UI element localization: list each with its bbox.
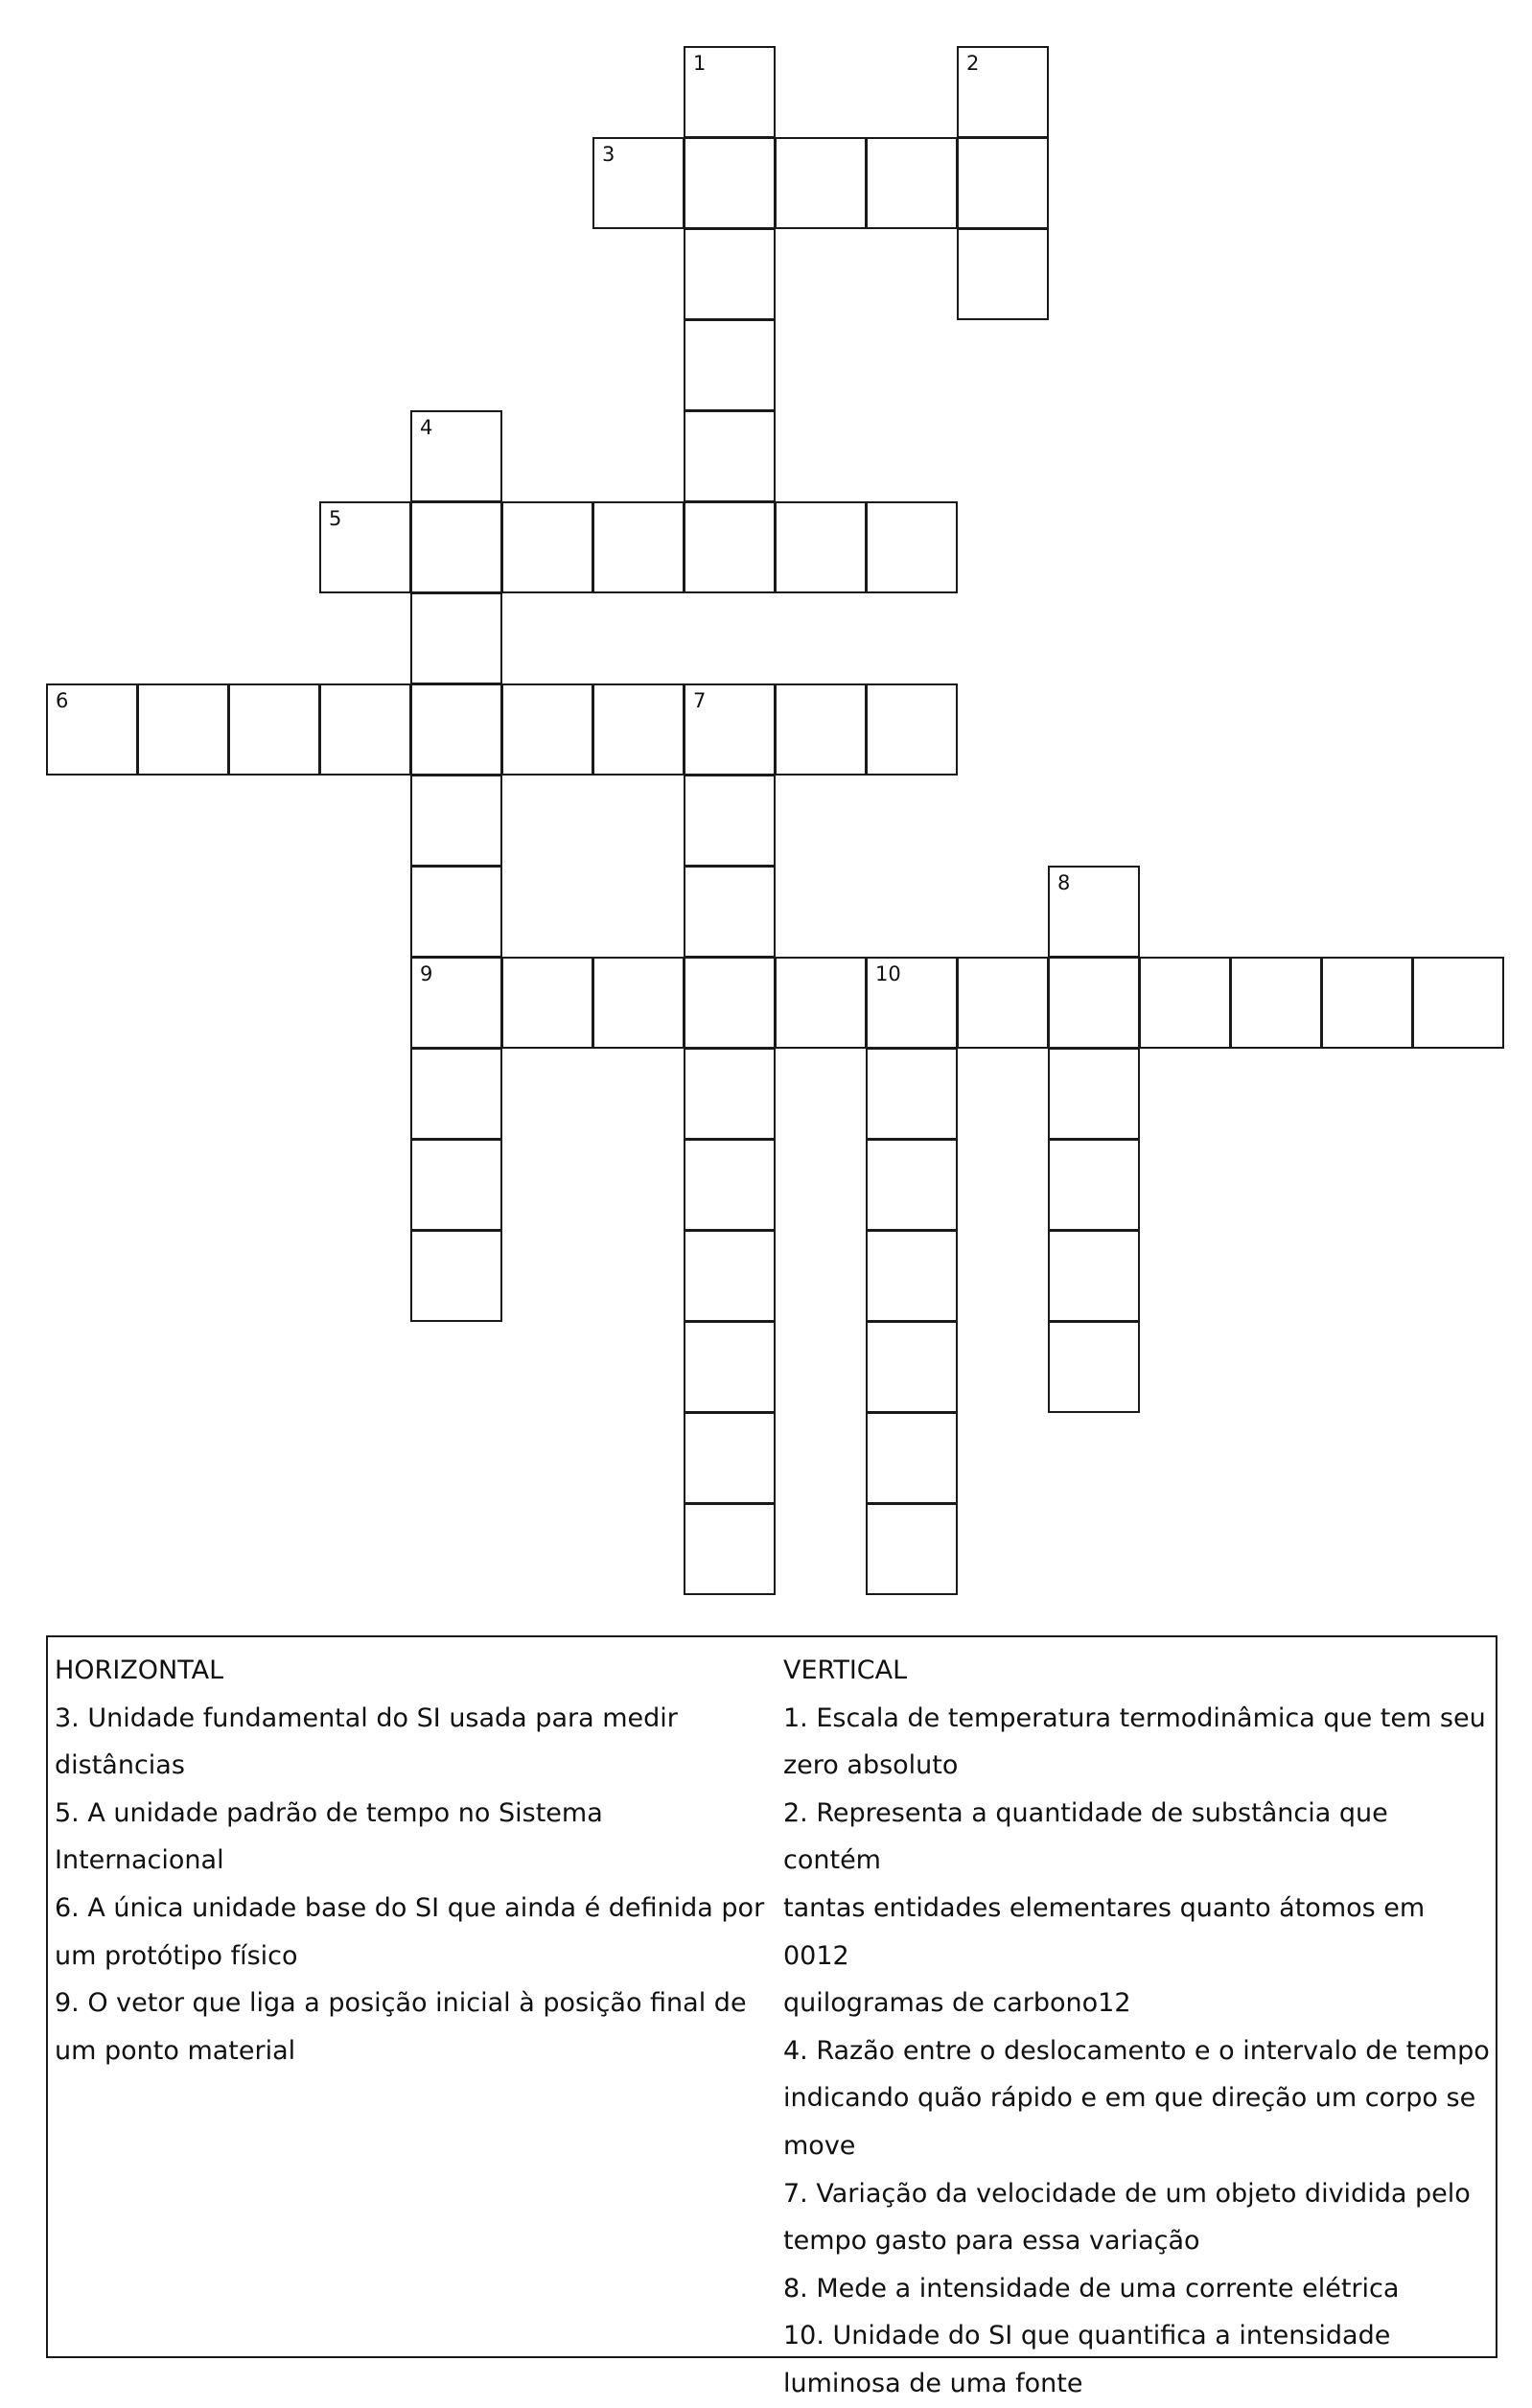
crossword-cell[interactable] xyxy=(684,137,776,229)
clue-line: move xyxy=(783,2130,856,2161)
clue-line: um protótipo físico xyxy=(55,1940,298,1971)
crossword-cell[interactable] xyxy=(866,957,958,1049)
crossword-cell[interactable] xyxy=(1048,1230,1140,1322)
crossword-cell[interactable] xyxy=(957,137,1049,229)
clue-line: 7. Variação da velocidade de um objeto dividida pelo xyxy=(783,2178,1471,2209)
cell-number: 4 xyxy=(420,416,433,439)
crossword-cell[interactable] xyxy=(410,410,502,502)
crossword-cell[interactable] xyxy=(592,683,685,776)
crossword-cell[interactable] xyxy=(866,501,958,593)
crossword-cell[interactable] xyxy=(866,137,958,229)
crossword-cell[interactable] xyxy=(866,683,958,776)
crossword-cell[interactable] xyxy=(684,1412,776,1504)
crossword-cell[interactable] xyxy=(775,137,867,229)
crossword-cell[interactable] xyxy=(228,683,320,776)
crossword-cell[interactable] xyxy=(1139,957,1231,1049)
crossword-cell[interactable] xyxy=(1048,1048,1140,1140)
clue-line: 8. Mede a intensidade de uma corrente elétrica xyxy=(783,2273,1400,2304)
crossword-cell[interactable] xyxy=(866,1503,958,1595)
clue-line: 5. A unidade padrão de tempo no Sistema xyxy=(55,1797,603,1828)
crossword-cell[interactable] xyxy=(684,501,776,593)
crossword-cell[interactable] xyxy=(684,866,776,958)
crossword-cell[interactable] xyxy=(684,1139,776,1231)
crossword-cell[interactable] xyxy=(1048,1321,1140,1413)
crossword-cell[interactable] xyxy=(1230,957,1322,1049)
crossword-cell[interactable] xyxy=(410,683,502,776)
cell-number: 7 xyxy=(693,689,707,712)
cell-number: 2 xyxy=(966,52,980,75)
crossword-cell[interactable] xyxy=(410,592,502,684)
cell-number: 3 xyxy=(602,143,615,166)
crossword-cell[interactable] xyxy=(684,319,776,411)
crossword-cell[interactable] xyxy=(684,683,776,776)
clues-across xyxy=(55,1647,772,2074)
clues-down xyxy=(783,1647,1493,2408)
clue-line: luminosa de uma fonte xyxy=(783,2368,1083,2398)
clue-line: indicando quão rápido e em que direção um corpo se xyxy=(783,2083,1476,2114)
crossword-cell[interactable] xyxy=(684,410,776,502)
clue-line: um ponto material xyxy=(55,2035,296,2066)
clue-line: 1. Escala de temperatura termodinâmica que tem seu xyxy=(783,1702,1486,1733)
crossword-cell[interactable] xyxy=(592,501,685,593)
crossword-cell[interactable] xyxy=(319,501,411,593)
crossword-cell[interactable] xyxy=(1048,866,1140,958)
clue-line: distâncias xyxy=(55,1750,185,1781)
clue-line: quilogramas de carbono12 xyxy=(783,1988,1131,2019)
crossword-cell[interactable] xyxy=(684,1048,776,1140)
crossword-cell[interactable] xyxy=(410,775,502,867)
crossword-cell[interactable] xyxy=(866,1139,958,1231)
crossword-cell[interactable] xyxy=(501,957,593,1049)
crossword-cell[interactable] xyxy=(866,1230,958,1322)
crossword-cell[interactable] xyxy=(866,1048,958,1140)
clue-line: zero absoluto xyxy=(783,1750,959,1781)
crossword-cell[interactable] xyxy=(1048,957,1140,1049)
clues-across-heading: HORIZONTAL xyxy=(55,1656,224,1685)
crossword-cell[interactable] xyxy=(501,683,593,776)
crossword-cell[interactable] xyxy=(319,683,411,776)
cell-number: 1 xyxy=(693,52,707,75)
crossword-cell[interactable] xyxy=(410,1139,502,1231)
clue-line: tempo gasto para essa variação xyxy=(783,2226,1200,2257)
crossword-cell[interactable] xyxy=(137,683,229,776)
clue-line: 4. Razão entre o deslocamento e o intervalo de tempo xyxy=(783,2035,1490,2066)
clue-line: tantas entidades elementares quanto átomos em 0012 xyxy=(783,1892,1426,1971)
crossword-cell[interactable] xyxy=(1048,1139,1140,1231)
crossword-cell[interactable] xyxy=(775,957,867,1049)
cell-number: 8 xyxy=(1057,871,1071,894)
clue-line: 6. A única unidade base do SI que ainda é definida por xyxy=(55,1892,765,1923)
cell-number: 6 xyxy=(56,689,69,712)
clue-line: Internacional xyxy=(55,1845,224,1876)
crossword-cell[interactable] xyxy=(501,501,593,593)
clue-line: 10. Unidade do SI que quantifica a intensidade xyxy=(783,2321,1391,2351)
clue-line: 2. Representa a quantidade de substância que contém xyxy=(783,1797,1388,1876)
crossword-cell[interactable] xyxy=(410,1048,502,1140)
crossword-cell[interactable] xyxy=(684,775,776,867)
crossword-cell[interactable] xyxy=(684,1503,776,1595)
cell-number: 9 xyxy=(420,962,433,985)
crossword-cell[interactable] xyxy=(775,683,867,776)
crossword-cell[interactable] xyxy=(410,1230,502,1322)
clue-line: 9. O vetor que liga a posição inicial à posição final de xyxy=(55,1988,747,2019)
clues-panel xyxy=(46,1635,1497,2398)
crossword-cell[interactable] xyxy=(866,1412,958,1504)
crossword-cell[interactable] xyxy=(684,957,776,1049)
clues-down-heading: VERTICAL xyxy=(783,1656,908,1685)
crossword-cell[interactable] xyxy=(684,1230,776,1322)
crossword-cell[interactable] xyxy=(1321,957,1413,1049)
crossword-cell[interactable] xyxy=(957,228,1049,320)
crossword-cell[interactable] xyxy=(684,46,776,138)
crossword-cell[interactable] xyxy=(684,228,776,320)
crossword-cell[interactable] xyxy=(410,957,502,1049)
crossword-cell[interactable] xyxy=(684,1321,776,1413)
clue-line: 3. Unidade fundamental do SI usada para medir xyxy=(55,1702,678,1733)
crossword-cell[interactable] xyxy=(775,501,867,593)
crossword-cell[interactable] xyxy=(592,137,685,229)
crossword-cell[interactable] xyxy=(410,866,502,958)
crossword-cell[interactable] xyxy=(866,1321,958,1413)
crossword-cell[interactable] xyxy=(957,957,1049,1049)
cell-number: 5 xyxy=(329,507,342,530)
cell-number: 10 xyxy=(875,962,901,985)
crossword-cell[interactable] xyxy=(592,957,685,1049)
crossword-cell[interactable] xyxy=(957,46,1049,138)
crossword-cell[interactable] xyxy=(46,683,138,776)
crossword-cell[interactable] xyxy=(1412,957,1504,1049)
crossword-cell[interactable] xyxy=(410,501,502,593)
